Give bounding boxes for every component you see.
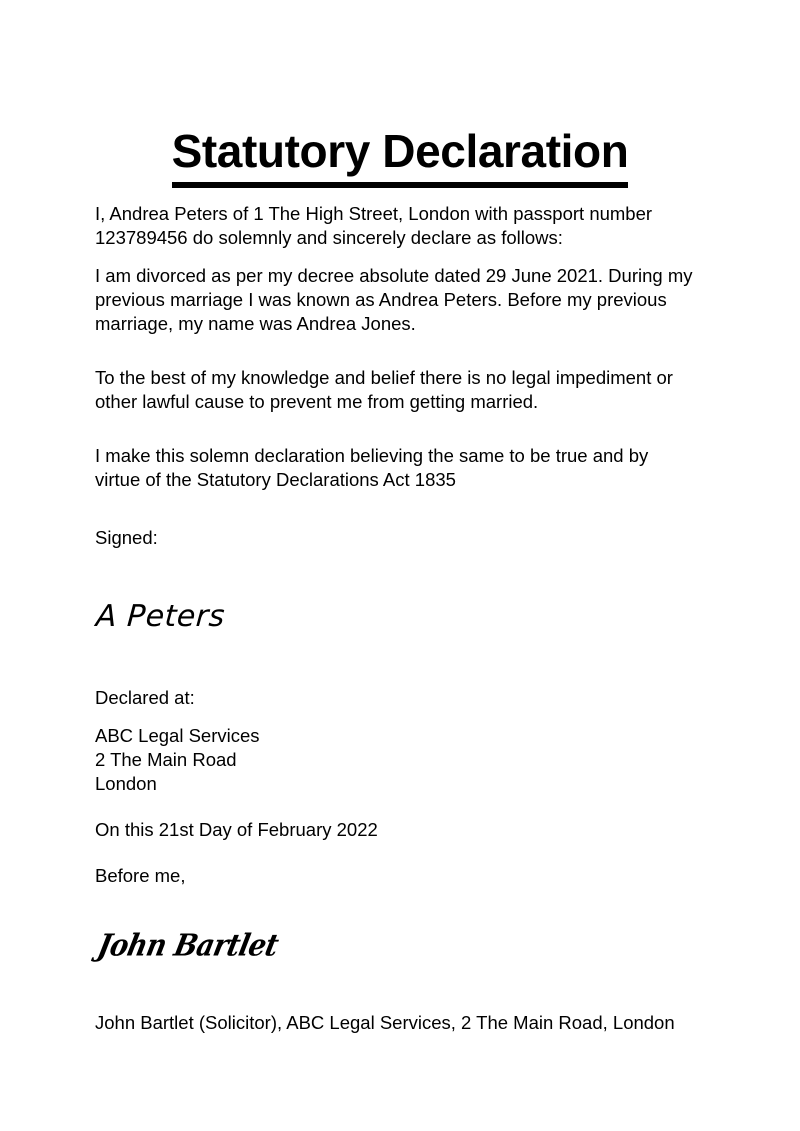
declaration-paragraph-impediment: To the best of my knowledge and belief there is no legal impediment or other lawful cause to prevent me from getting married. bbox=[95, 367, 673, 412]
before-me-label: Before me, bbox=[95, 865, 186, 886]
title-block bbox=[0, 96, 800, 219]
declared-at-address-line-2: 2 The Main Road bbox=[95, 749, 237, 770]
declarant-signature: A Peters bbox=[94, 599, 227, 634]
page-title: Statutory Declaration bbox=[172, 127, 629, 188]
witness-details-line: John Bartlet (Solicitor), ABC Legal Services, 2 The Main Road, London bbox=[95, 1012, 675, 1033]
signed-label: Signed: bbox=[95, 527, 158, 548]
spacer bbox=[95, 632, 695, 686]
declaration-paragraph-act: I make this solemn declaration believing the same to be true and by virtue of the Statutory Declarations Act 1835 bbox=[95, 445, 649, 490]
spacer bbox=[95, 796, 695, 818]
declared-at-label: Declared at: bbox=[95, 687, 195, 708]
declared-at-address-line-1: ABC Legal Services bbox=[95, 725, 260, 746]
declaration-paragraph-divorce: I am divorced as per my decree absolute dated 29 June 2021. During my previous marriage I was known as Andrea Peters. Before my previous marriage, my name was Andrea Jones. bbox=[95, 265, 693, 334]
spacer bbox=[95, 710, 695, 724]
declared-at-address-line-3: London bbox=[95, 773, 157, 794]
spacer bbox=[95, 550, 695, 602]
document-body bbox=[95, 202, 695, 1035]
spacer bbox=[95, 888, 695, 934]
declaration-paragraph-identity: I, Andrea Peters of 1 The High Street, London with passport number 123789456 do solemnly and sincerely declare as follows: bbox=[95, 203, 653, 248]
witness-signature: John Bartlet bbox=[94, 928, 282, 964]
declaration-date-line: On this 21st Day of February 2022 bbox=[95, 819, 378, 840]
spacer bbox=[95, 961, 695, 1011]
spacer bbox=[95, 842, 695, 864]
